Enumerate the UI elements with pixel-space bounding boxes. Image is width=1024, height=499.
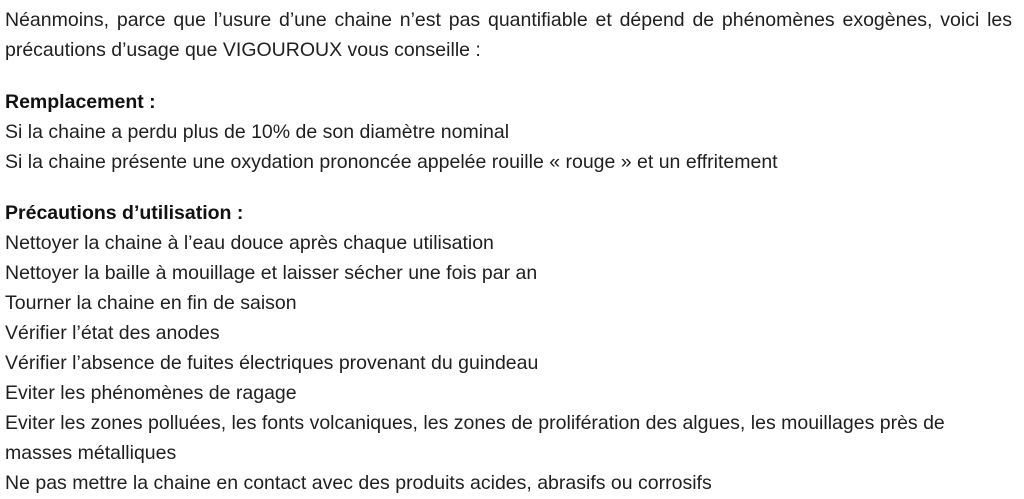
replacement-item: Si la chaine présente une oxydation prononcée appelée rouille « rouge » et un effritement	[5, 151, 778, 173]
replacement-heading: Remplacement :	[5, 91, 156, 113]
precaution-item: Nettoyer la chaine à l’eau douce après chaque utilisation	[5, 232, 494, 254]
precaution-item: Nettoyer la baille à mouillage et laisser sécher une fois par an	[5, 262, 538, 284]
precaution-item: Vérifier l’absence de fuites électriques provenant du guindeau	[5, 352, 539, 374]
precautions-section	[5, 198, 1012, 498]
replacement-section	[5, 87, 1012, 177]
intro-paragraph: Néanmoins, parce que l’usure d’une chaine n’est pas quantifiable et dépend de phénomènes exogènes, voici les précautions d’usage que VIGOUROUX vous conseille :	[5, 9, 1012, 61]
precautions-heading: Précautions d’utilisation :	[5, 202, 244, 224]
precaution-item: Tourner la chaine en fin de saison	[5, 292, 297, 314]
precaution-item: Eviter les phénomènes de ragage	[5, 382, 297, 404]
precaution-item: Ne pas mettre la chaine en contact avec des produits acides, abrasifs ou corrosifs	[5, 472, 712, 494]
replacement-item: Si la chaine a perdu plus de 10% de son diamètre nominal	[5, 121, 510, 143]
precaution-item: Eviter les zones polluées, les fonts volcaniques, les zones de prolifération des algues, les mouillages près de masses métalliques	[5, 412, 945, 464]
precaution-item: Vérifier l’état des anodes	[5, 322, 220, 344]
